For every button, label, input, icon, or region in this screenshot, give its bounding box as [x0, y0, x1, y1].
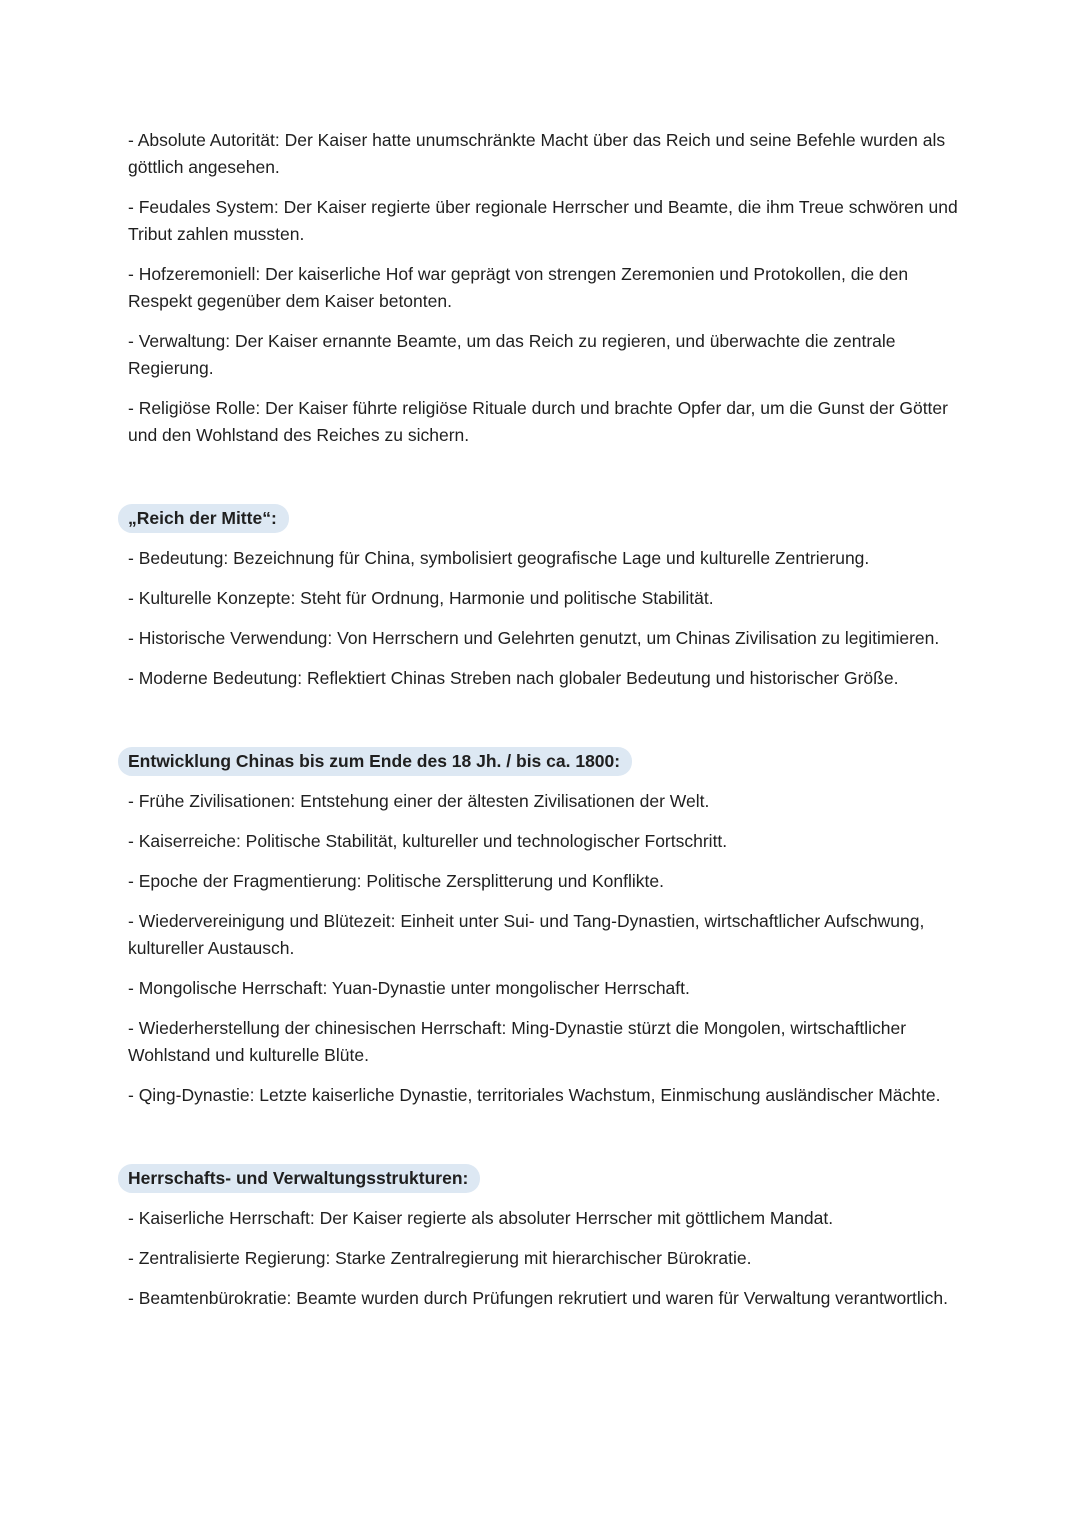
- list-item: - Mongolische Herrschaft: Yuan-Dynastie unter mongolischer Herrschaft.: [128, 978, 690, 998]
- list-item: - Hofzeremoniell: Der kaiserliche Hof war geprägt von strengen Zeremonien und Protokollen, die den Respekt gegenüber dem Kaiser betonten.: [128, 264, 909, 311]
- section-emperor-role: [128, 127, 958, 449]
- list-item: - Frühe Zivilisationen: Entstehung einer der ältesten Zivilisationen der Welt.: [128, 791, 710, 811]
- list-item: - Kulturelle Konzepte: Steht für Ordnung, Harmonie und politische Stabilität.: [128, 588, 714, 608]
- list-item: - Wiederherstellung der chinesischen Herrschaft: Ming-Dynastie stürzt die Mongolen, wirtschaftlicher Wohlstand und kulturelle Blüte.: [128, 1018, 907, 1065]
- document-page: [128, 127, 958, 1325]
- section-herrschaft: [128, 1164, 958, 1312]
- list-item: - Bedeutung: Bezeichnung für China, symbolisiert geografische Lage und kulturelle Zentrierung.: [128, 548, 870, 568]
- list-item: - Moderne Bedeutung: Reflektiert Chinas Streben nach globaler Bedeutung und historischer Größe.: [128, 668, 899, 688]
- list-item: - Kaiserliche Herrschaft: Der Kaiser regierte als absoluter Herrscher mit göttlichem Mandat.: [128, 1208, 834, 1228]
- section-heading-herrschaft: Herrschafts- und Verwaltungsstrukturen:: [118, 1164, 480, 1193]
- list-item: - Zentralisierte Regierung: Starke Zentralregierung mit hierarchischer Bürokratie.: [128, 1248, 752, 1268]
- list-item: - Absolute Autorität: Der Kaiser hatte unumschränkte Macht über das Reich und seine Befehle wurden als göttlich angesehen.: [128, 130, 946, 177]
- list-item: - Beamtenbürokratie: Beamte wurden durch Prüfungen rekrutiert und waren für Verwaltung verantwortlich.: [128, 1288, 949, 1308]
- list-item: - Wiedervereinigung und Blütezeit: Einheit unter Sui- und Tang-Dynastien, wirtschaftlicher Aufschwung, kultureller Austausch.: [128, 911, 925, 958]
- list-item: - Epoche der Fragmentierung: Politische Zersplitterung und Konflikte.: [128, 871, 664, 891]
- list-item: - Feudales System: Der Kaiser regierte über regionale Herrscher und Beamte, die ihm Treue schwören und Tribut zahlen mussten.: [128, 197, 958, 244]
- section-entwicklung: [128, 747, 958, 1109]
- list-item: - Verwaltung: Der Kaiser ernannte Beamte, um das Reich zu regieren, und überwachte die zentrale Regierung.: [128, 331, 896, 378]
- list-item: - Kaiserreiche: Politische Stabilität, kultureller und technologischer Fortschritt.: [128, 831, 728, 851]
- list-item: - Religiöse Rolle: Der Kaiser führte religiöse Rituale durch und brachte Opfer dar, um die Gunst der Götter und den Wohlstand des Reiches zu sichern.: [128, 398, 948, 445]
- list-item: - Qing-Dynastie: Letzte kaiserliche Dynastie, territoriales Wachstum, Einmischung ausländischer Mächte.: [128, 1085, 941, 1105]
- section-reich-der-mitte: [128, 504, 958, 692]
- list-item: - Historische Verwendung: Von Herrschern und Gelehrten genutzt, um Chinas Zivilisation zu legitimieren.: [128, 628, 940, 648]
- section-heading-reich-der-mitte: „Reich der Mitte“:: [118, 504, 289, 533]
- section-heading-entwicklung: Entwicklung Chinas bis zum Ende des 18 Jh. / bis ca. 1800:: [118, 747, 632, 776]
